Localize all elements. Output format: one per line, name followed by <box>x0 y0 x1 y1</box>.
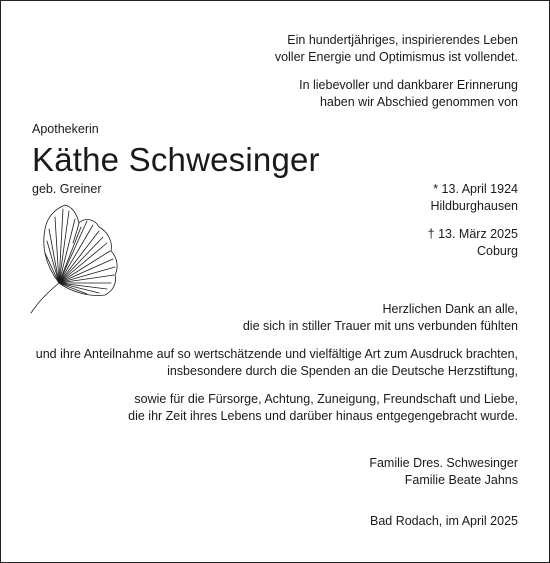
maiden-name: geb. Greiner <box>32 182 102 196</box>
death-place: Coburg <box>477 244 518 258</box>
intro-line-2: voller Energie und Optimismus ist vollendet. <box>274 50 518 64</box>
birth-place: Hildburghausen <box>430 199 518 213</box>
thanks-line-2: die sich in stiller Trauer mit uns verbunden fühlten <box>242 319 518 333</box>
intro-line-1: Ein hundertjähriges, inspirierendes Leben <box>287 33 518 47</box>
ginkgo-leaf-icon <box>25 197 125 315</box>
thanks-line-1: Herzlichen Dank an alle, <box>382 302 518 316</box>
place-date: Bad Rodach, im April 2025 <box>369 514 518 528</box>
family-2: Familie Beate Jahns <box>404 473 518 487</box>
birth-date: * 13. April 1924 <box>433 182 518 196</box>
intro-line-4: haben wir Abschied genommen von <box>319 95 518 109</box>
death-date: † 13. März 2025 <box>427 227 518 241</box>
thanks-line-5: sowie für die Fürsorge, Achtung, Zuneigung, Freundschaft und Liebe, <box>134 392 518 406</box>
profession: Apothekerin <box>32 122 99 136</box>
deceased-name: Käthe Schwesinger <box>32 141 320 178</box>
thanks-line-3: und ihre Anteilnahme auf so wertschätzende und vielfältige Art zum Ausdruck brachten, <box>35 347 518 361</box>
intro-line-3: In liebevoller und dankbarer Erinnerung <box>299 78 518 92</box>
family-1: Familie Dres. Schwesinger <box>369 456 518 470</box>
thanks-line-4: insbesondere durch die Spenden an die Deutsche Herzstiftung, <box>167 364 518 378</box>
thanks-line-6: die ihr Zeit ihres Lebens und darüber hinaus entgegengebracht wurde. <box>128 409 518 423</box>
